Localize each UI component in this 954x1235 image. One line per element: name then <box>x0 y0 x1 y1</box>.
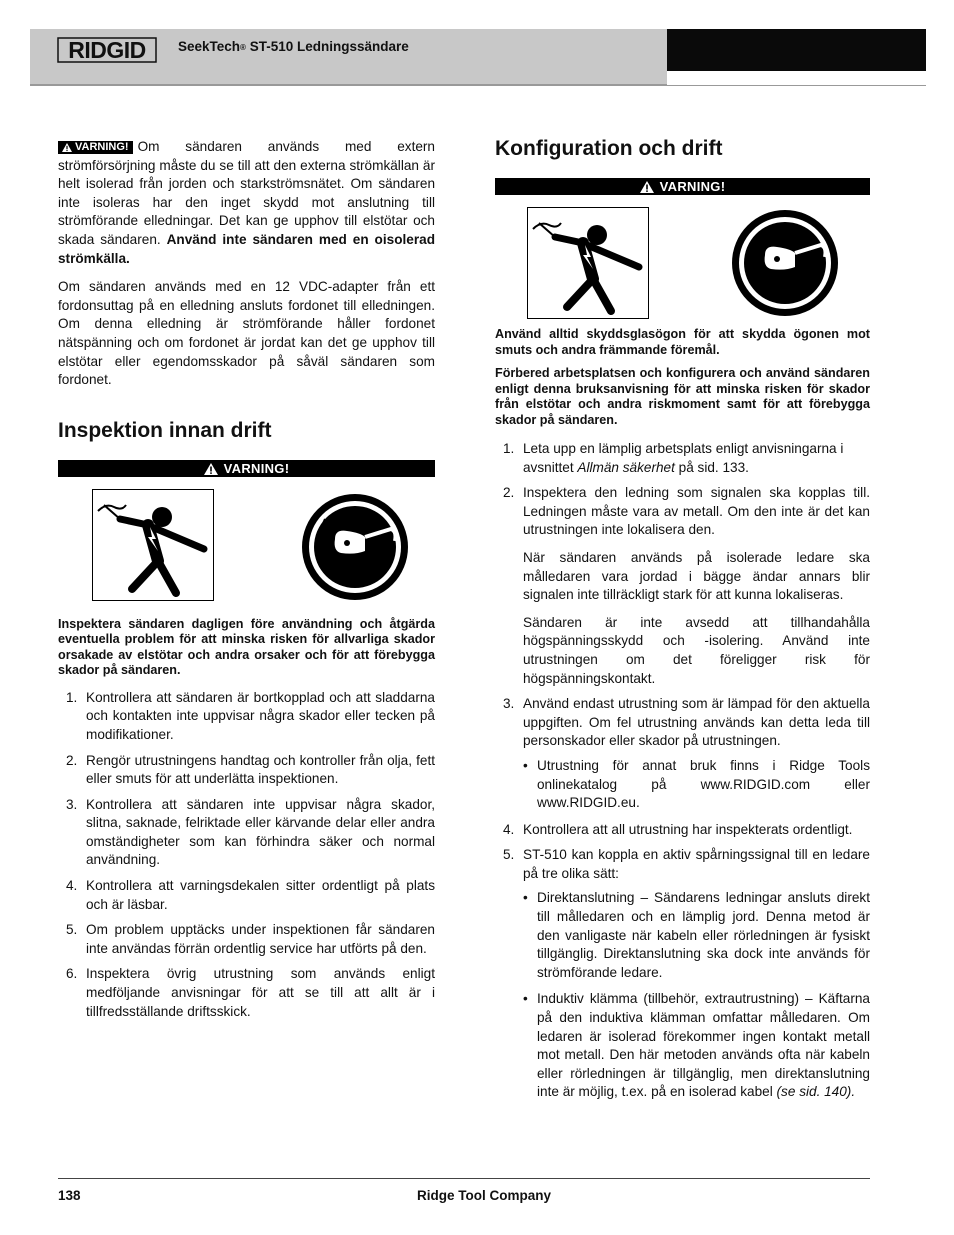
list-item: 5. ST-510 kan koppla en aktiv spårningssignal till en ledare på tre olika sätt: • Direktanslutning – Sändarens ledningar ansluts direkt till målledaren och en lämplig jord. Denna metod är den vanligaste när kabeln eller rörledningen är fysiskt tillgänglig. Direktanslutning ska dock inte används för strömförande ledare. • Induktiv klämma (tillbehör, extrautrustning) – Käftarna på den induktiva klämman omfattar målledaren. Om ledaren är isolerad förekommer ingen kontakt metall mot metall. Den här metoden används ofta när kabeln eller rörledningen är tillgänglig, men direktanslutning inte är möjlig, t.ex. på en isolerad kabel (se sid. 140). <box>495 846 870 1102</box>
list-item: 3. Använd endast utrustning som är lämpad för den aktuella uppgiften. Om fel utrustning används kan detta leda till personskador eller skador på utrustningen. • Utrustning för annat bruk finns i Ridge Tools onlinekatalog på www.RIDGID.com eller www.RIDGID.eu. <box>495 695 870 813</box>
footer-company: Ridge Tool Company <box>417 1188 551 1203</box>
safety-glasses-icon <box>725 205 845 325</box>
electric-shock-icon <box>527 207 649 319</box>
adapter-paragraph: Om sändaren används med en 12 VDC-adapter från ett fordonsuttag på en elledning ansluts fordonet till elledningen. Om denna elledning är strömförande håller fordonet nätspänning och om fordonet är jordat kan det ge upphov till elstötar eller egendomsskador på såväl sändaren som fordonet. <box>58 279 435 388</box>
external-power-warning: VARNING! Om sändaren används med extern strömförsörjning måste du se till att den externa strömkällan är helt isolerad från jorden och starkströmsnätet. Om sändaren inte isoleras har den inget skydd mot anslutning till strömförande elledningar. Det kan ge upphov till elstötar och skada sändaren. Använd inte sändaren med en oisolerad strömkälla. <box>58 139 435 266</box>
inspect-warning-text: Inspektera sändaren dagligen före användning och åtgärda eventuella problem för att minska risken för allvarliga skador orsakade av elstötar och andra orsaker och för att förebygga skador på sändaren. <box>58 616 435 678</box>
right-column <box>495 136 870 1110</box>
list-item: 6. Inspektera övrig utrustning som används enligt medföljande anvisningar för att se till att allt är i tillfredsställande driftsskick. <box>66 966 435 1019</box>
inline-warning-label: VARNING! <box>58 141 133 154</box>
workspace-warning-text: Förbered arbetsplatsen och konfigurera och använd sändaren enligt denna bruksanvisning för att minska risken för skador från elstötar och andra riskmoment samt för att förebygga skador på sändaren. <box>495 366 870 427</box>
list-item: 2. Inspektera den ledning som signalen ska kopplas till. Ledningen måste vara av metall. Om den inte är det kan utrustningen inte lokalisera den. När sändaren används på isolerade ledare ska målledaren vara jordad i bägge ändar annars blir signalen inte tillräckligt stark för att kunna lokaliseras. Sändaren är inte avsedd att tillhandahålla högspänningsskydd och -isolering. Använd inte utrustningen om det föreligger risk för högspänningskontakt. <box>503 485 870 686</box>
warning-bar: VARNING! <box>58 460 435 477</box>
list-item: 1. Leta upp en lämplig arbetsplats enligt anvisningarna i avsnittet Allmän säkerhet på sid. 133. <box>503 441 844 475</box>
header-title: SeekTech® ST-510 Ledningssändare <box>178 39 409 54</box>
configuration-heading: Konfiguration och drift <box>495 137 723 160</box>
safety-glasses-icon <box>295 489 415 609</box>
list-item: 5. Om problem upptäcks under inspektionen får sändaren inte användas förrän ordentlig service har utförts på den. <box>66 922 435 956</box>
warning-triangle-icon <box>62 143 72 152</box>
safety-icons <box>58 489 435 613</box>
ridgid-logo <box>57 36 157 64</box>
list-item: 3. Kontrollera att sändaren inte uppvisar några skador, slitna, saknade, felriktade eller kärvande delar eller andra omständigheter som kan förhindra säker och normal användning. <box>66 796 435 868</box>
list-item: 1. Kontrollera att sändaren är bortkopplad och att sladdarna och kontakten inte uppvisar några skador eller tecken på modifikationer. <box>66 689 435 742</box>
warning-triangle-icon <box>204 463 218 475</box>
inspection-steps <box>58 689 435 1022</box>
inspection-heading: Inspektion innan drift <box>58 418 272 442</box>
svg-text:RIDGID: RIDGID <box>68 37 146 63</box>
safety-icons <box>495 207 870 331</box>
setup-steps <box>495 440 870 1102</box>
list-item: 4. Kontrollera att all utrustning har inspekterats ordentligt. <box>503 821 853 837</box>
warning-triangle-icon <box>640 181 654 193</box>
list-item: 4. Kontrollera att varningsdekalen sitter ordentligt på plats och är läsbar. <box>66 878 435 912</box>
header-divider <box>30 85 926 86</box>
footer-divider <box>58 1178 870 1179</box>
page-number: 138 <box>58 1188 81 1203</box>
glasses-warning-text: Använd alltid skyddsglasögon för att skydda ögonen mot smuts och andra främmande föremål. <box>495 327 870 357</box>
bullet-item: • Utrustning för annat bruk finns i Ridge Tools onlinekatalog på www.RIDGID.com eller www.RIDGID.eu. <box>523 757 870 813</box>
list-item: 2. Rengör utrustningens handtag och kontroller från olja, fett eller smuts för att underlätta inspektionen. <box>66 752 435 787</box>
bullet-item: • Direktanslutning – Sändarens ledningar ansluts direkt till målledaren och en lämplig jord. Denna metod är den vanligaste när kabeln eller rörledningen är fysiskt tillgänglig. Direktanslutning ska dock inte används för strömförande ledare. <box>523 889 870 982</box>
electric-shock-icon <box>92 489 214 601</box>
warning-bar: VARNING! <box>495 178 870 195</box>
bullet-item: • Induktiv klämma (tillbehör, extrautrustning) – Käftarna på den induktiva klämman omfattar målledaren. Om ledaren är isolerad förekommer ingen kontakt metall mot metall. Den här metoden används ofta när kabeln eller rörledningen är tillgänglig, men direktanslutning inte är möjlig, t.ex. på en isolerad kabel (se sid. 140). <box>523 990 870 1102</box>
left-column <box>58 138 435 1028</box>
header-black-block <box>667 29 926 71</box>
